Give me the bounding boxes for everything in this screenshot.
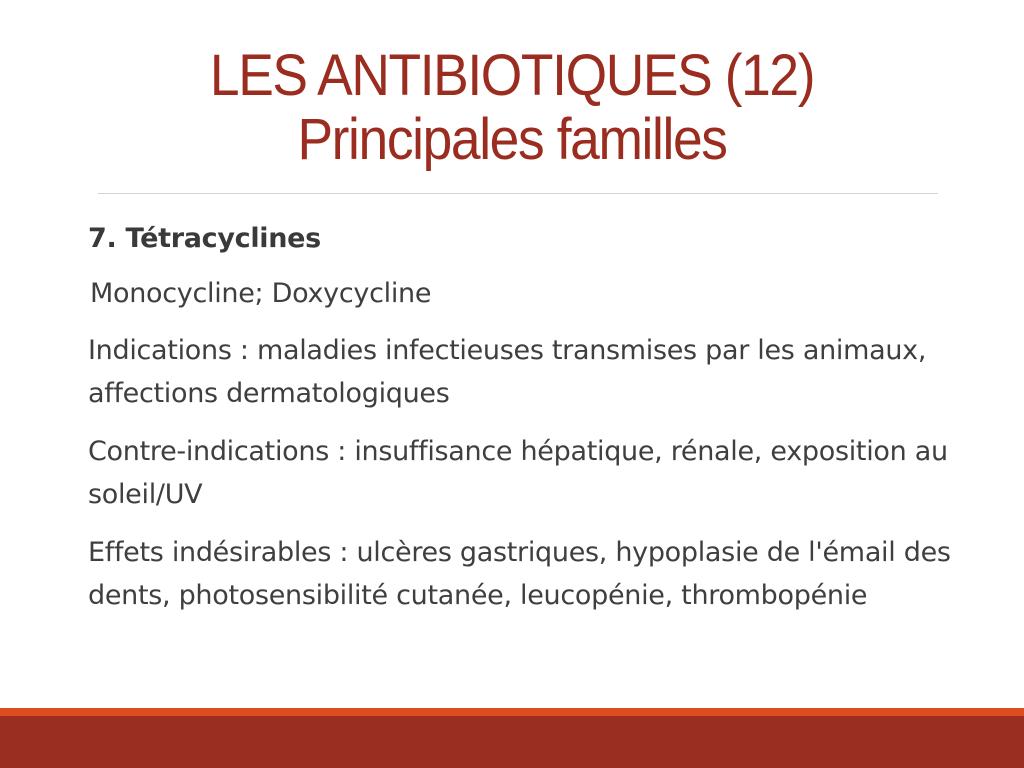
footer-bar	[0, 716, 1024, 768]
side-effects-text: Effets indésirables : ulcères gastriques, hypoplasie de l'émail des dents, photosensibilité cutanée, leucopénie, thrombopénie	[88, 537, 951, 611]
section-heading: 7. Tétracyclines	[88, 223, 321, 254]
contraindications-text: Contre-indications : insuffisance hépatique, rénale, exposition au soleil/UV	[88, 436, 948, 510]
title-divider	[98, 193, 938, 194]
slide-title	[41, 44, 983, 172]
drug-list: Monocycline; Doxycycline	[90, 278, 432, 309]
slide-title-line-2: Principales familles	[297, 107, 727, 172]
footer-accent-bar	[0, 708, 1024, 716]
slide-body	[88, 218, 958, 617]
indications-text: Indications : maladies infectieuses transmises par les animaux, affections dermatologiques	[88, 335, 927, 409]
slide-title-line-1: LES ANTIBIOTIQUES (12)	[209, 43, 815, 108]
